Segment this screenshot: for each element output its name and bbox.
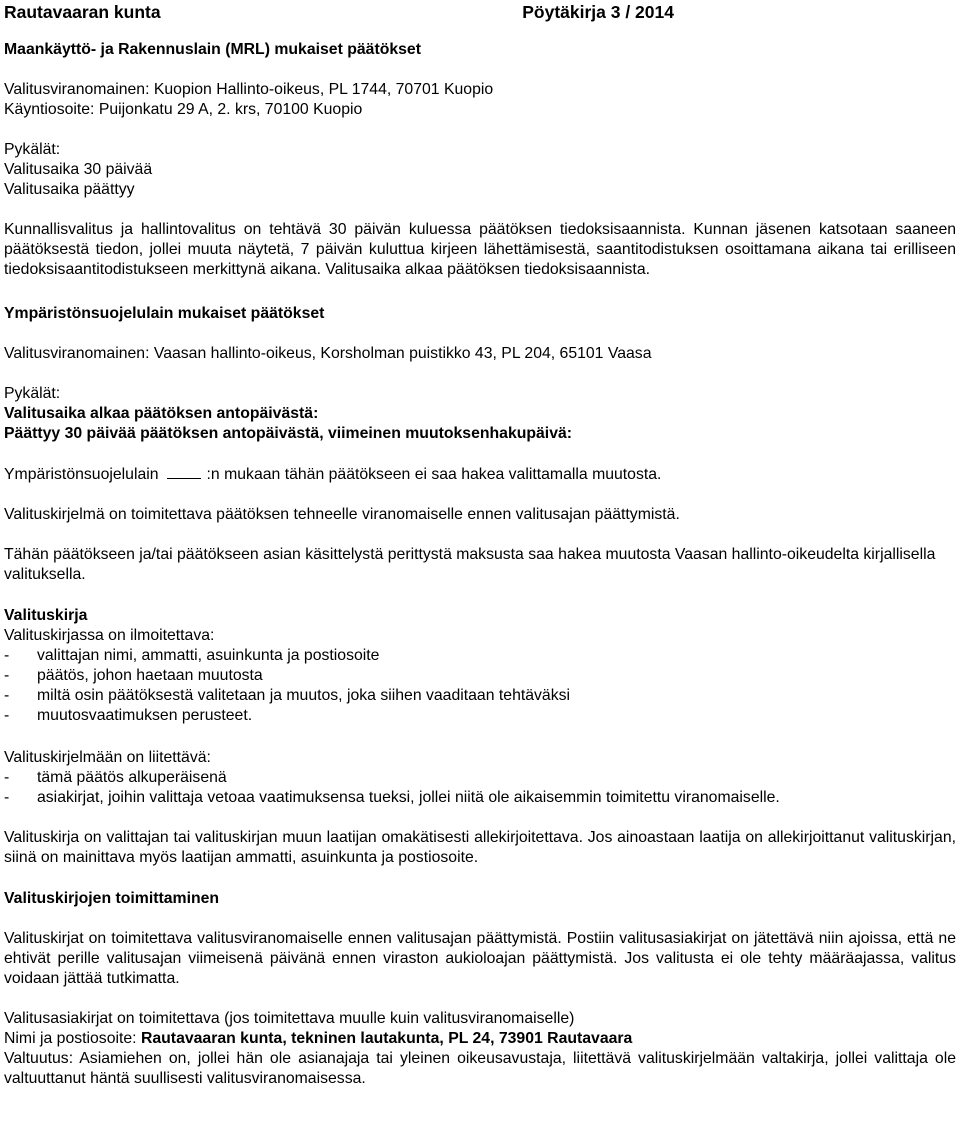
- ysl-no-appeal-statement: [4, 464, 956, 485]
- appeal-requirements-list: [4, 646, 956, 726]
- mrl-appeal-info: [4, 220, 956, 280]
- list-item: - asiakirjat, joihin valittaja vetoaa vaatimuksensa tueksi, jollei niitä ole aikaisemmin toimitettu viranomaiselle.: [4, 789, 780, 806]
- list-item: - muutosvaatimuksen perusteet.: [4, 707, 253, 724]
- delivery-address-label: Nimi ja postiosoite:: [4, 1030, 141, 1047]
- mrl-appeal-period-ends: Valitusaika päättyy: [4, 181, 135, 198]
- document-header: [4, 0, 956, 23]
- ysl-authority: Valitusviranomainen: Vaasan hallinto-oikeus, Korsholman puistikko 43, PL 204, 65101 Vaasa: [4, 345, 652, 362]
- list-item: - päätös, johon haetaan muutosta: [4, 667, 263, 684]
- delivery-text: Valituskirjat on toimitettava valitusviranomaiselle ennen valitusajan päättymistä. Postiin valitusasiakirjat on jätettävä niin ajoissa, että ne ehtivät perille valitusajan viimeisenä päivänä ennen viraston aukioloajan päättymistä. Jos valitusta ei ole tehty määräajassa, valitus voidaan jättää tutkimatta.: [4, 930, 956, 987]
- mrl-authority: Valitusviranomainen: Kuopion Hallinto-oikeus, PL 1744, 70701 Kuopio: [4, 81, 494, 98]
- appeal-attachments-list: [4, 768, 956, 808]
- appeal-must-state-label: Valituskirjassa on ilmoitettava:: [4, 627, 215, 644]
- mrl-heading: Maankäyttö- ja Rakennuslain (MRL) mukaiset päätökset: [4, 41, 421, 58]
- ysl-law-prefix: Ympäristönsuojelulain: [4, 466, 159, 483]
- delivery-address-value: Rautavaaran kunta, tekninen lautakunta, PL 24, 73901 Rautavaara: [140, 1030, 633, 1047]
- list-item: - valittajan nimi, ammatti, asuinkunta ja postiosoite: [4, 647, 380, 664]
- ysl-fee-appeal: Tähän päätökseen ja/tai päätökseen asian käsittelystä perittystä maksusta saa hakea muutosta Vaasan hallinto-oikeudelta kirjallisella valituksella.: [4, 546, 936, 583]
- appeal-signing-info: Valituskirja on valittajan tai valituskirjan muun laatijan omakätisesti allekirjoitettava. Jos ainoastaan laatija on allekirjoittanut valituskirjan, siinä on mainittava myös laatijan ammatti, asuinkunta ja postiosoite.: [4, 829, 956, 866]
- mrl-sections-label: Pykälät:: [4, 141, 61, 158]
- delivery-proxy-info: Valtuutus: Asiamiehen on, jollei hän ole asianajaja tai yleinen oikeusavustaja, liitettävä valituskirjelmään valtakirja, jollei valittaja ole valtuuttanut häntä suullisesti valitusviranomaisessa.: [4, 1050, 956, 1087]
- municipality-name: Rautavaaran kunta: [4, 2, 161, 22]
- mrl-visit-address: Käyntiosoite: Puijonkatu 29 A, 2. krs, 70100 Kuopio: [4, 101, 363, 118]
- ysl-period-start: Valitusaika alkaa päätöksen antopäivästä:: [4, 405, 319, 422]
- mrl-appeal-info-bold: Kunnallisvalitus ja hallintovalitus on tehtävä 30 päivän kuluessa päätöksen tiedoksisaannista.: [4, 221, 686, 238]
- list-item: - tämä päätös alkuperäisenä: [4, 769, 227, 786]
- list-item: - miltä osin päätöksestä valitetaan ja muutos, joka siihen vaaditaan tehtäväksi: [4, 687, 571, 704]
- blank-line: [167, 464, 201, 479]
- ysl-period-end: Päättyy 30 päivää päätöksen antopäivästä, viimeinen muutoksenhakupäivä:: [4, 425, 573, 442]
- ysl-delivery: Valituskirjelmä on toimitettava päätöksen tehneelle viranomaiselle ennen valitusajan päättymistä.: [4, 506, 680, 523]
- delivery-address: [4, 1029, 956, 1049]
- mrl-appeal-period: Valitusaika 30 päivää: [4, 161, 153, 178]
- appeal-heading: Valituskirja: [4, 607, 88, 624]
- record-number: Pöytäkirja 3 / 2014: [522, 2, 674, 22]
- mrl-appeal-info-text: Kunnan jäsenen katsotaan saaneen päätöksestä tiedon, jollei muuta näytetä, 7 päivän kuluttua kirjeen lähettämisestä, saantitodistuksen osoittamana aikana tai erilliseen tiedoksisaantitodistukseen merkittynä aikana. Valitusaika alkaa päätöksen tiedoksisaannista.: [4, 221, 957, 278]
- ysl-law-suffix: :n mukaan tähän päätökseen ei saa hakea valittamalla muutosta.: [206, 466, 662, 483]
- delivery-other-authority: Valitusasiakirjat on toimitettava (jos toimitettava muulle kuin valitusviranomaiselle): [4, 1010, 575, 1027]
- delivery-heading: Valituskirjojen toimittaminen: [4, 890, 220, 907]
- ysl-sections-label: Pykälät:: [4, 385, 61, 402]
- ysl-heading: Ympäristönsuojelulain mukaiset päätökset: [4, 305, 325, 322]
- appeal-attachments-label: Valituskirjelmään on liitettävä:: [4, 749, 211, 766]
